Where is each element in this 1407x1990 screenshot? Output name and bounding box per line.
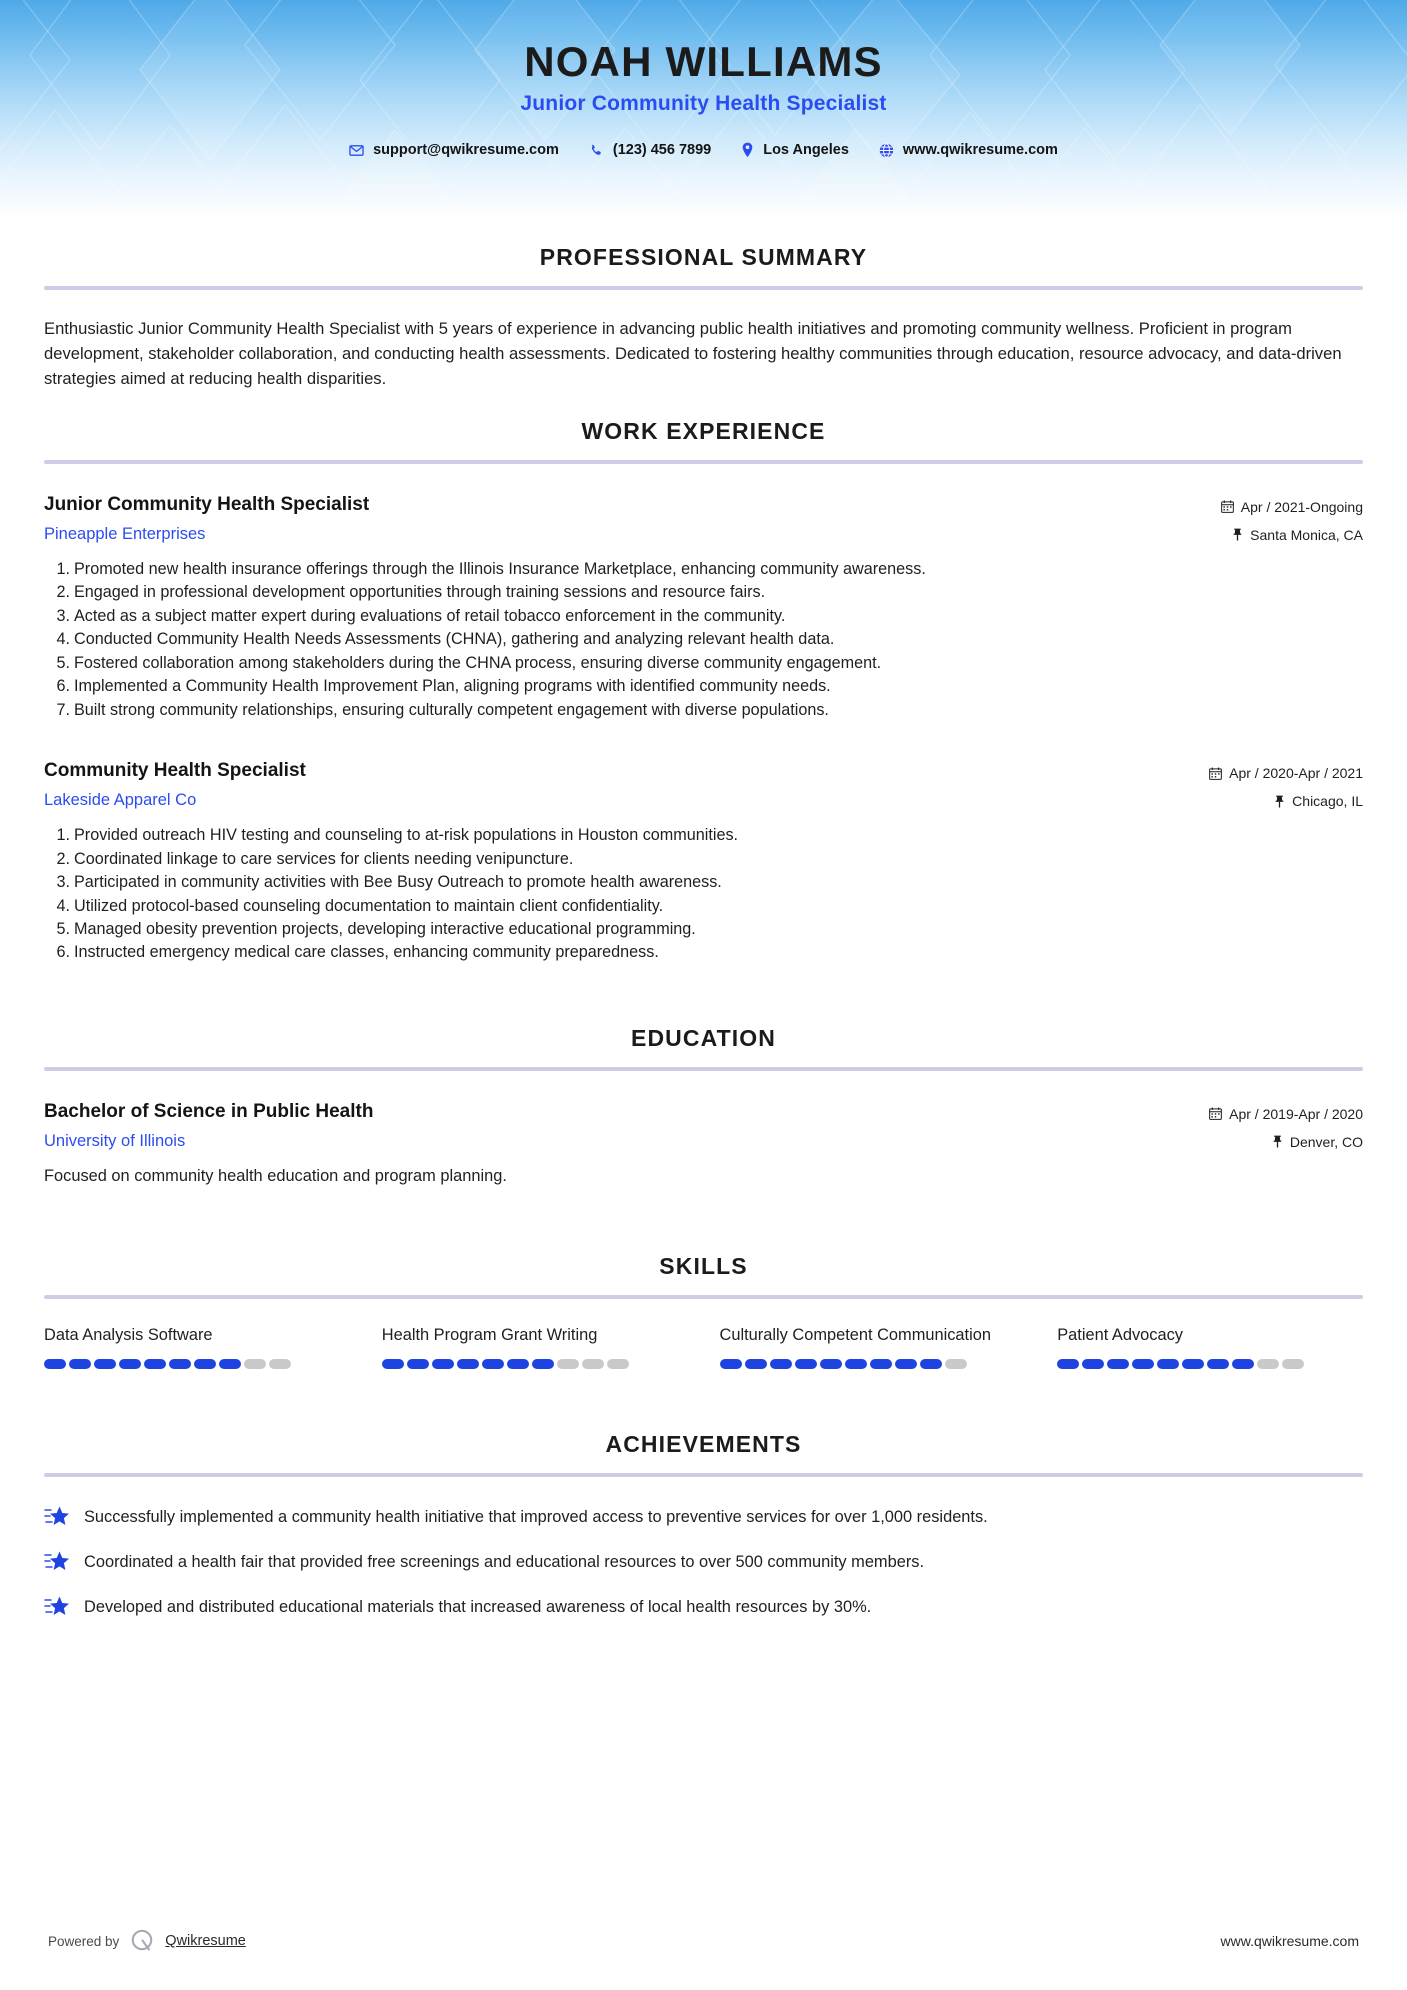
skill-item — [1057, 1325, 1363, 1369]
section-title-achievements: ACHIEVEMENTS — [605, 1430, 802, 1457]
skill-segment — [482, 1359, 504, 1369]
summary-text: Enthusiastic Junior Community Health Specialist with 5 years of experience in advancing public health initiatives and promoting community wellness. Proficient in program development, stakeholder collaboration, and conducting health assessments. Dedicated to fostering healthy communities through education, resource advocacy, and data-driven strategies aimed at reducing health disparities. — [44, 319, 1342, 389]
contact-phone-text: (123) 456 7899 — [612, 142, 712, 159]
bullet-number: 2. — [56, 583, 70, 602]
bullet-text: Coordinated linkage to care services for clients needing venipuncture. — [74, 849, 574, 868]
contact-email-text: support@qwikresume.com — [373, 142, 559, 159]
job-date-text: Apr / 2021-Ongoing — [1240, 498, 1363, 515]
work-entry-header — [44, 760, 1363, 810]
education-date — [1209, 1106, 1363, 1122]
section-divider — [44, 286, 1363, 290]
skill-segment — [582, 1359, 604, 1369]
list-item — [44, 558, 1363, 581]
skill-segment — [895, 1359, 917, 1369]
skill-segment — [945, 1359, 967, 1369]
skill-label: Health Program Grant Writing — [381, 1325, 598, 1344]
skill-item — [720, 1325, 1026, 1369]
star-icon — [44, 1505, 70, 1529]
contact-website-text: www.qwikresume.com — [902, 142, 1058, 159]
skill-segment — [820, 1359, 842, 1369]
bullet-text: Participated in community activities with Bee Busy Outreach to promote health awareness. — [74, 873, 722, 892]
list-item — [44, 628, 1363, 651]
work-entry — [44, 760, 1363, 965]
bullet-number: 3. — [56, 606, 70, 625]
education-entry-header — [44, 1101, 1363, 1151]
skill-rating-bar — [44, 1359, 350, 1369]
list-item — [44, 895, 1363, 918]
list-item — [44, 941, 1363, 964]
list-item — [44, 605, 1363, 628]
skill-segment — [557, 1359, 579, 1369]
skill-segment — [1057, 1359, 1079, 1369]
list-item — [44, 581, 1363, 604]
achievement-text: Successfully implemented a community health initiative that improved access to preventive services for over 1,000 residents. — [84, 1507, 988, 1526]
skill-segment — [1132, 1359, 1154, 1369]
bullet-number: 1. — [56, 826, 70, 845]
page-title: NOAH WILLIAMS — [524, 38, 883, 85]
skill-segment — [94, 1359, 116, 1369]
bullet-text: Utilized protocol-based counseling documentation to maintain client confidentiality. — [74, 896, 664, 915]
skill-segment — [244, 1359, 266, 1369]
skill-segment — [457, 1359, 479, 1369]
skill-segment — [44, 1359, 66, 1369]
qwikresume-logo-icon — [129, 1928, 155, 1954]
skill-segment — [532, 1359, 554, 1369]
skill-segment — [870, 1359, 892, 1369]
skill-segment — [770, 1359, 792, 1369]
skill-segment — [607, 1359, 629, 1369]
list-item — [44, 848, 1363, 871]
bullet-text: Provided outreach HIV testing and counseling to at-risk populations in Houston communities. — [74, 826, 739, 845]
bullet-number: 7. — [56, 700, 70, 719]
bullet-number: 5. — [56, 653, 70, 672]
bullet-text: Promoted new health insurance offerings through the Illinois Insurance Marketplace, enhancing community awareness. — [74, 559, 926, 578]
skill-segment — [1207, 1359, 1229, 1369]
bullet-text: Conducted Community Health Needs Assessments (CHNA), gathering and analyzing relevant health data. — [74, 630, 835, 649]
bullet-number: 6. — [56, 943, 70, 962]
bullet-text: Implemented a Community Health Improvement Plan, aligning programs with identified community needs. — [74, 677, 831, 696]
list-item — [44, 675, 1363, 698]
work-entry — [44, 494, 1363, 722]
achievement-text: Developed and distributed educational materials that increased awareness of local health resources by 30%. — [84, 1597, 872, 1616]
skill-segment — [845, 1359, 867, 1369]
company-name[interactable]: Pineapple Enterprises — [44, 524, 206, 543]
contact-phone[interactable] — [574, 142, 726, 158]
job-location-text: Santa Monica, CA — [1250, 526, 1363, 543]
skill-item — [382, 1325, 688, 1369]
education-entry — [44, 1101, 1363, 1189]
bullet-text: Instructed emergency medical care classes, enhancing community preparedness. — [74, 943, 659, 962]
skill-segment — [1107, 1359, 1129, 1369]
skill-segment — [795, 1359, 817, 1369]
bullet-number: 6. — [56, 677, 70, 696]
list-item — [44, 824, 1363, 847]
education-date-text: Apr / 2019-Apr / 2020 — [1229, 1105, 1363, 1122]
contact-website[interactable] — [864, 142, 1073, 158]
pushpin-icon — [1274, 795, 1285, 808]
job-location — [1221, 527, 1363, 543]
calendar-icon — [1221, 500, 1234, 513]
skill-segment — [1182, 1359, 1204, 1369]
skill-segment — [69, 1359, 91, 1369]
company-name[interactable]: Lakeside Apparel Co — [44, 791, 197, 810]
education-description: Focused on community health education and program planning. — [44, 1166, 507, 1185]
bullet-text: Managed obesity prevention projects, developing interactive educational programming. — [74, 919, 696, 938]
list-item — [44, 699, 1363, 722]
skill-segment — [432, 1359, 454, 1369]
achievement-text: Coordinated a health fair that provided free screenings and educational resources to over 500 community members. — [84, 1552, 925, 1571]
skill-segment — [219, 1359, 241, 1369]
skill-segment — [119, 1359, 141, 1369]
job-bullets — [44, 558, 1363, 722]
list-item — [44, 652, 1363, 675]
bullet-number: 2. — [56, 849, 70, 868]
job-date — [1221, 499, 1363, 515]
achievements-list — [44, 1505, 1363, 1619]
list-item — [44, 918, 1363, 941]
resume-header — [0, 0, 1407, 218]
skill-segment — [1157, 1359, 1179, 1369]
skill-segment — [720, 1359, 742, 1369]
section-divider — [44, 460, 1363, 464]
job-location — [1209, 793, 1363, 809]
phone-icon — [589, 143, 604, 158]
skill-segment — [194, 1359, 216, 1369]
contact-location-text: Los Angeles — [763, 142, 849, 159]
skill-label: Data Analysis Software — [44, 1325, 213, 1344]
section-title-work: WORK EXPERIENCE — [581, 417, 826, 444]
map-pin-icon — [741, 142, 754, 158]
skill-segment — [382, 1359, 404, 1369]
education-location-text: Denver, CO — [1289, 1133, 1363, 1150]
pushpin-icon — [1272, 1135, 1283, 1148]
section-divider — [44, 1067, 1363, 1071]
footer-branding — [48, 1928, 246, 1954]
list-item — [44, 871, 1363, 894]
footer-website[interactable]: www.qwikresume.com — [1220, 1933, 1359, 1949]
skill-segment — [920, 1359, 942, 1369]
skill-segment — [1282, 1359, 1304, 1369]
section-skills — [0, 1189, 1407, 1369]
bullet-text: Acted as a subject matter expert during evaluations of retail tobacco enforcement in the community. — [74, 606, 786, 625]
skill-segment — [1232, 1359, 1254, 1369]
skill-item — [44, 1325, 350, 1369]
section-education — [0, 965, 1407, 1189]
section-achievements — [0, 1369, 1407, 1619]
section-professional-summary — [0, 218, 1407, 392]
skill-segment — [144, 1359, 166, 1369]
job-location-text: Chicago, IL — [1292, 793, 1363, 810]
skill-segment — [269, 1359, 291, 1369]
list-item — [44, 1595, 1363, 1619]
globe-icon — [879, 143, 894, 158]
job-title: Community Health Specialist — [44, 760, 306, 782]
envelope-icon — [349, 143, 364, 158]
job-title: Junior Community Health Specialist — [44, 493, 370, 515]
section-title-skills: SKILLS — [659, 1252, 748, 1279]
list-item — [44, 1505, 1363, 1529]
education-location — [1209, 1134, 1363, 1150]
job-date-text: Apr / 2020-Apr / 2021 — [1229, 765, 1363, 782]
brand-link[interactable]: Qwikresume — [165, 1933, 246, 1949]
skill-rating-bar — [382, 1359, 688, 1369]
skill-segment — [1082, 1359, 1104, 1369]
skill-segment — [745, 1359, 767, 1369]
bullet-number: 4. — [56, 630, 70, 649]
contact-row — [0, 142, 1407, 158]
section-title-education: EDUCATION — [631, 1024, 776, 1051]
contact-location — [726, 142, 864, 158]
star-icon — [44, 1550, 70, 1574]
section-work-experience — [0, 392, 1407, 965]
calendar-icon — [1209, 1107, 1222, 1120]
skill-segment — [407, 1359, 429, 1369]
skill-segment — [169, 1359, 191, 1369]
list-item — [44, 1550, 1363, 1574]
school-name[interactable]: University of Illinois — [44, 1131, 186, 1150]
skill-rating-bar — [1057, 1359, 1363, 1369]
skills-grid — [44, 1325, 1363, 1369]
page-footer — [0, 1928, 1407, 1954]
section-divider — [44, 1295, 1363, 1299]
degree-title: Bachelor of Science in Public Health — [44, 1100, 374, 1122]
skill-segment — [507, 1359, 529, 1369]
job-date — [1209, 765, 1363, 781]
section-divider — [44, 1473, 1363, 1477]
bullet-text: Built strong community relationships, ensuring culturally competent engagement with diverse populations. — [74, 700, 829, 719]
star-icon — [44, 1595, 70, 1619]
bullet-number: 3. — [56, 873, 70, 892]
pushpin-icon — [1232, 528, 1243, 541]
skill-label: Culturally Competent Communication — [719, 1325, 991, 1344]
calendar-icon — [1209, 767, 1222, 780]
section-title-summary: PROFESSIONAL SUMMARY — [539, 244, 868, 270]
skill-segment — [1257, 1359, 1279, 1369]
skill-label: Patient Advocacy — [1057, 1325, 1183, 1344]
powered-by-label: Powered by — [48, 1933, 120, 1949]
contact-email[interactable] — [334, 142, 574, 158]
bullet-text: Fostered collaboration among stakeholders during the CHNA process, ensuring diverse community engagement. — [74, 653, 882, 672]
job-bullets — [44, 824, 1363, 965]
bullet-number: 5. — [56, 919, 70, 938]
bullet-text: Engaged in professional development opportunities through training sessions and resource fairs. — [74, 583, 766, 602]
work-entry-header — [44, 494, 1363, 544]
bullet-number: 1. — [56, 559, 70, 578]
job-role-subtitle: Junior Community Health Specialist — [520, 92, 887, 116]
bullet-number: 4. — [56, 896, 70, 915]
skill-rating-bar — [720, 1359, 1026, 1369]
